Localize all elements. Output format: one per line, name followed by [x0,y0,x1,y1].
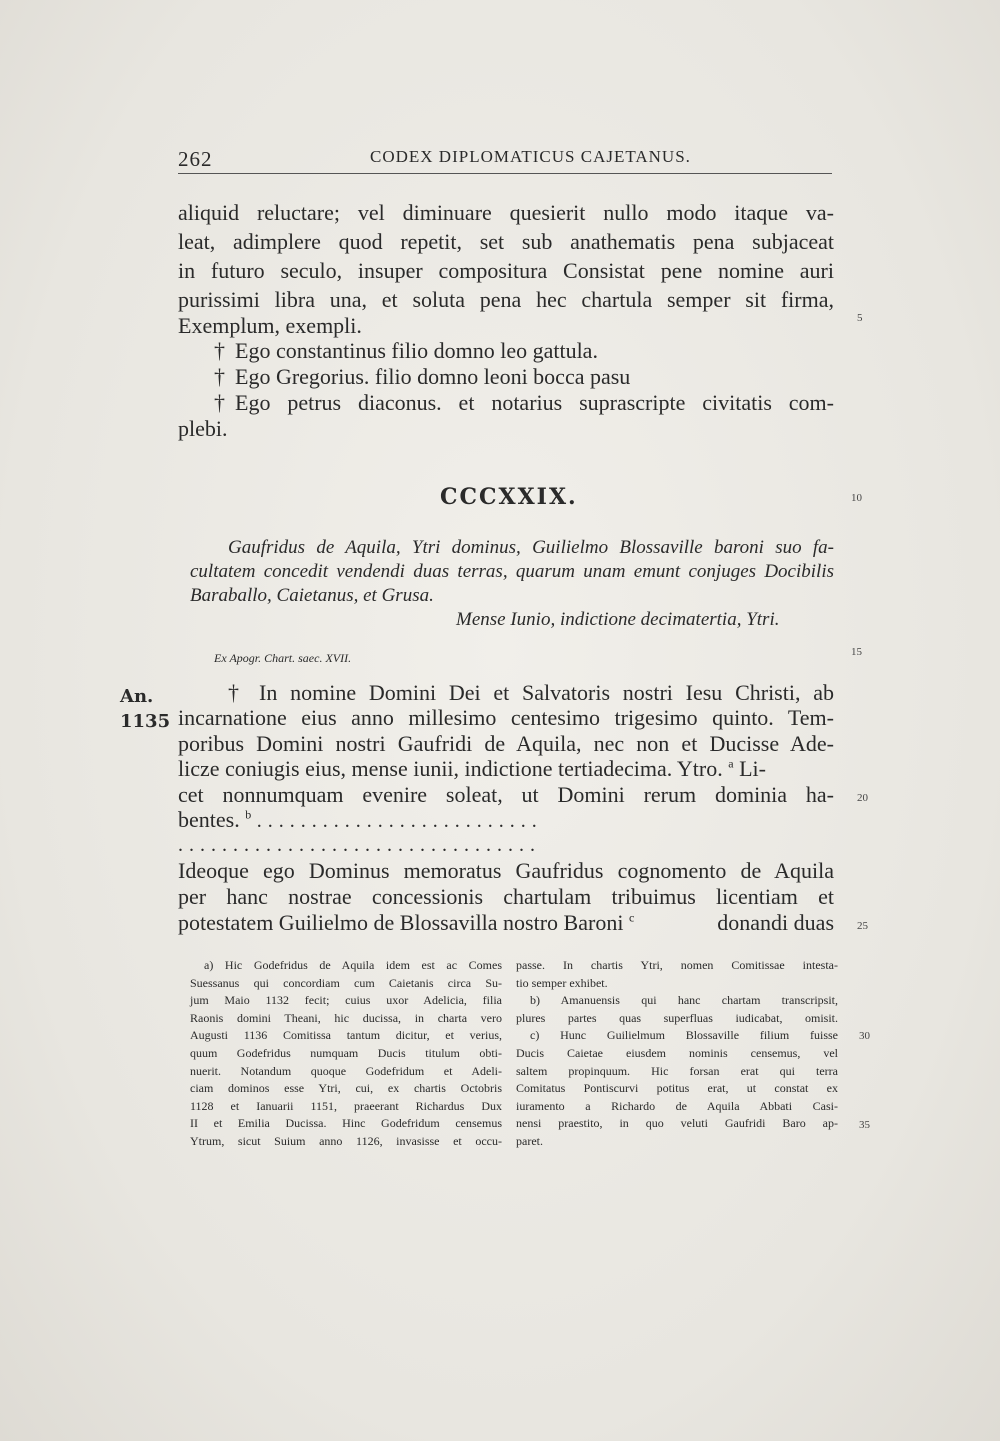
charter-text: bentes. [178,807,240,832]
omission-dots: .......................... [256,810,543,832]
line-number: 20 [857,792,868,804]
line-number: 5 [857,312,863,324]
summary-line: cultatem concedit vendendi duas terras, quarum unam emunt conjuges Docibilis [190,561,834,582]
page-number: 262 [178,147,213,171]
cross-icon: † [214,338,225,363]
signature-text: Ego constantinus filio domno leo gattula. [235,338,598,363]
text-line: aliquid reluctare; vel diminuare quesierit nullo modo itaque va- [178,200,834,225]
charter-text: potestatem Guilielmo de Blossavilla nostro Baroni [178,910,624,935]
footnote-line: b) Amanuensis qui hanc chartam transcripsit, [530,993,838,1008]
year-value: 1135 [120,711,171,732]
footnote-line: jum Maio 1132 fecit; cuius uxor Adelicia, filia [190,993,502,1008]
footnote-line: tio semper exhibet. [516,975,608,990]
text-line: plebi. [178,416,228,441]
footnote-line: ciam dominos esse Ytri, cui, ex chartis Octobris [190,1081,502,1096]
text-line: leat, adimplere quod repetit, set sub anathematis pena subjaceat [178,229,834,254]
charter-line: † In nomine Domini Dei et Salvatoris nostri Iesu Christi, ab [228,680,834,705]
footnote-line: nensi praestito, in quo veluti Gaufridi Baro ap- [516,1116,838,1131]
line-number: 15 [851,646,862,658]
footnote-line: nuerit. Notandum quoque Godefridum et Adeli- [190,1063,502,1078]
charter-line [178,807,834,833]
footnote-line: Raonis domini Theani, hic ducissa, in charta vero [190,1010,502,1025]
charter-text: licze coniugis eius, mense iunii, indictione tertiadecima. Ytro. [178,756,723,781]
footnote-line: a) Hic Godefridus de Aquila idem est ac Comes [204,958,502,972]
running-title: CODEX DIPLOMATICUS CAJETANUS. [370,147,691,166]
signature-line [214,390,834,416]
footnotes-left-column [190,957,502,1151]
charter-text: donandi duas [717,910,834,935]
summary-line: Baraballo, Caietanus, et Grusa. [190,585,434,606]
footnote-line: Suessanus qui concordiam cum Caietanis circa Su- [190,975,502,990]
footnote-line: 1128 et Ianuarii 1151, praeerant Richardus Dux [190,1098,502,1113]
footnote-line: Augusti 1136 Comitissa tantum dicitur, et verius, [190,1028,502,1043]
cross-icon: † [214,364,225,389]
footnote-line: Comitatus Pontiscurvi potitus erat, ut constat ex [516,1081,838,1096]
cross-icon: † [214,390,225,415]
footnote-line: plures partes quas superfluas iudicabat, omisit. [516,1010,838,1025]
charter-text: Li- [739,756,766,781]
charter-line [178,910,834,936]
footnote-line: paret. [516,1133,543,1148]
signature-text: Ego Gregorius. filio domno leoni bocca pasu [235,364,631,389]
line-number: 35 [859,1119,870,1131]
charter-line: incarnatione eius anno millesimo centesimo trigesimo quinto. Tem- [178,705,834,730]
charter-line: Ideoque ego Dominus memoratus Gaufridus cognomento de Aquila [178,858,834,883]
charter-line: per hanc nostrae concessionis chartulam tribuimus licentiam et [178,884,834,909]
footnotes-right-column [516,957,838,1151]
footnote-line: II et Emilia Ducissa. Hinc Godefridum censemus [190,1116,502,1131]
note-mark: c [628,910,635,925]
footnote-line: iuramento a Richardo de Aquila Abbati Casi- [516,1098,838,1113]
source-note: Ex Apogr. Chart. saec. XVII. [214,651,352,665]
footnote-line: c) Hunc Guilielmum Blossaville filium fuisse [530,1028,838,1043]
signature-line [214,338,598,364]
omission-dots: ................................. [178,834,541,856]
line-number: 30 [859,1030,870,1042]
line-number: 10 [851,492,862,504]
note-mark: b [245,807,252,822]
footnote-line: passe. In chartis Ytri, nomen Comitissae intesta- [516,958,838,972]
note-mark: a [728,756,734,771]
signature-text: Ego petrus diaconus. et notarius suprascripte civitatis com- [235,390,834,415]
summary-line: Gaufridus de Aquila, Ytri dominus, Guilielmo Blossaville baroni suo fa- [228,537,834,558]
text-line: Exemplum, exempli. [178,313,362,338]
year-label: An. [120,686,154,707]
footnote-line: Ducis Caietae eiusdem nominis censemus, vel [516,1045,838,1060]
document-number: CCCXXIX. [440,484,578,510]
footnote-line: saltem propinquum. Hic forsan erat qui terra [516,1063,838,1078]
charter-line: poribus Domini nostri Gaufridi de Aquila, nec non et Ducisse Ade- [178,731,834,756]
line-number: 25 [857,920,868,932]
text-line: in futuro seculo, insuper compositura Consistat pene nomine auri [178,258,834,283]
charter-line [178,756,834,782]
page-header [178,143,832,174]
dating-line: Mense Iunio, indictione decimatertia, Ytri. [456,609,780,630]
charter-line: cet nonnumquam evenire soleat, ut Domini rerum dominia ha- [178,782,834,807]
footnote-line: quum Godefridus numquam Ducis titulum obti- [190,1045,502,1060]
signature-line [214,364,630,390]
text-line: purissimi libra una, et soluta pena hec chartula semper sit firma, [178,287,834,312]
footnote-line: Ytrum, sicut Suium anno 1126, invasisse et occu- [190,1133,502,1148]
